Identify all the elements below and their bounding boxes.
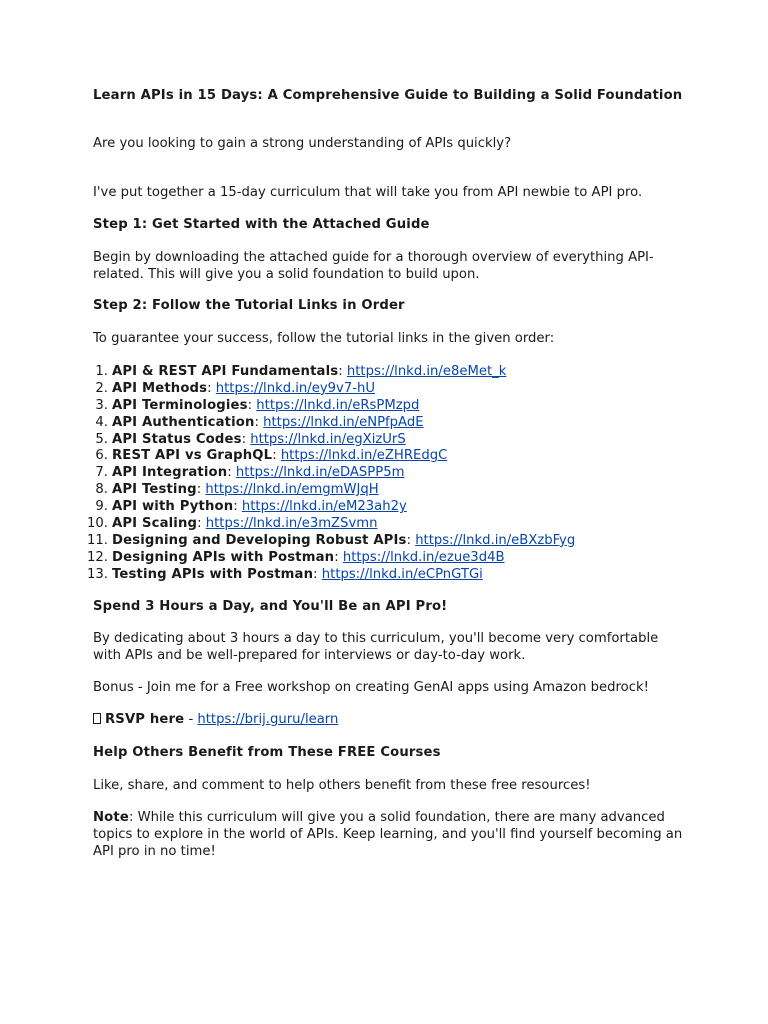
- tutorial-link-item: 1. API & REST API Fundamentals: https://lnkd.in/e8eMet_k: [86, 363, 676, 380]
- tutorial-link[interactable]: https://lnkd.in/ey9v7-hU: [215, 380, 376, 396]
- tutorial-link[interactable]: https://lnkd.in/e8eMet_k: [346, 364, 507, 379]
- tutorial-link-item: 7. API Integration: https://lnkd.in/eDASPP5m: [86, 464, 676, 481]
- spend-heading: Spend 3 Hours a Day, and You'll Be an API Pro!: [93, 599, 448, 614]
- intro-question: Are you looking to gain a strong understanding of APIs quickly?: [93, 136, 512, 151]
- tutorial-link[interactable]: https://lnkd.in/eRsPMzpd: [256, 397, 420, 413]
- list-number: 10.: [87, 516, 108, 532]
- list-number: 13.: [87, 566, 108, 582]
- list-number: 1.: [95, 364, 108, 379]
- tutorial-link-list: [86, 363, 676, 583]
- tutorial-link[interactable]: https://lnkd.in/eNPfpAdE: [263, 414, 424, 430]
- intro-curriculum: I've put together a 15-day curriculum that will take you from API newbie to API pro.: [93, 185, 643, 200]
- note-body: : While this curriculum will give you a solid foundation, there are many advanced topics to explore in the world of APIs. Keep learning, and you'll find yourself becoming an API pro in no time!: [93, 810, 683, 859]
- tutorial-link-item: 9. API with Python: https://lnkd.in/eM23ah2y: [86, 498, 676, 515]
- tutorial-link[interactable]: https://lnkd.in/eM23ah2y: [241, 499, 407, 515]
- tutorial-link-item: 11. Designing and Developing Robust APIs: https://lnkd.in/eBXzbFyg: [87, 532, 576, 548]
- rsvp-line: [93, 711, 683, 728]
- list-number: 11.: [87, 532, 108, 548]
- help-heading: Help Others Benefit from These FREE Courses: [93, 745, 441, 760]
- step2-heading: Step 2: Follow the Tutorial Links in Order: [93, 298, 405, 313]
- tutorial-link-item: 5. API Status Codes: https://lnkd.in/egXizUrS: [86, 431, 676, 448]
- document-title: Learn APIs in 15 Days: A Comprehensive Guide to Building a Solid Foundation: [93, 88, 683, 103]
- tutorial-link-item: 8. API Testing: https://lnkd.in/emgmWJqH: [86, 481, 676, 498]
- tutorial-link[interactable]: https://lnkd.in/eDASPP5m: [235, 465, 405, 481]
- list-number: 4.: [95, 414, 108, 430]
- step1-body: Begin by downloading the attached guide for a thorough overview of everything API-related. This will give you a solid foundation to build upon.: [93, 250, 654, 282]
- tutorial-label: API Integration: [112, 465, 228, 481]
- tutorial-link[interactable]: https://lnkd.in/e3mZSvmn: [205, 516, 378, 532]
- spend-body: By dedicating about 3 hours a day to this curriculum, you'll become very comfortable with APIs and be well-prepared for interviews or day-to-day work.: [93, 631, 659, 663]
- tutorial-label: Testing APIs with Postman: [112, 566, 314, 582]
- help-body: Like, share, and comment to help others benefit from these free resources!: [93, 778, 591, 793]
- tutorial-link-item: 10. API Scaling: https://lnkd.in/e3mZSvmn: [87, 516, 378, 532]
- tutorial-link[interactable]: https://lnkd.in/eCPnGTGi: [321, 566, 483, 582]
- tutorial-link-item: 13. Testing APIs with Postman: https://lnkd.in/eCPnGTGi: [87, 566, 483, 582]
- tutorial-link-item: 2. API Methods: https://lnkd.in/ey9v7-hU: [86, 380, 676, 397]
- tutorial-link[interactable]: https://lnkd.in/eBXzbFyg: [415, 532, 576, 548]
- note-label: Note: [93, 810, 129, 825]
- tutorial-link-item: 3. API Terminologies: https://lnkd.in/eRsPMzpd: [86, 397, 676, 414]
- tutorial-label: API Scaling: [112, 516, 198, 532]
- tutorial-label: API Status Codes: [112, 431, 242, 447]
- bonus-text: Bonus - Join me for a Free workshop on creating GenAI apps using Amazon bedrock!: [93, 680, 649, 695]
- list-number: 8.: [95, 482, 108, 498]
- tutorial-label: API Methods: [112, 380, 208, 396]
- tutorial-link-item: 4. API Authentication: https://lnkd.in/eNPfpAdE: [86, 414, 676, 431]
- tutorial-link[interactable]: https://lnkd.in/ezue3d4B: [342, 549, 505, 565]
- list-number: 2.: [95, 380, 108, 396]
- step2-body: To guarantee your success, follow the tutorial links in the given order:: [93, 331, 555, 346]
- list-number: 12.: [87, 549, 108, 565]
- step1-heading: Step 1: Get Started with the Attached Guide: [93, 217, 430, 232]
- list-number: 9.: [95, 499, 108, 515]
- tutorial-label: API Terminologies: [112, 397, 248, 413]
- tutorial-label: API & REST API Fundamentals: [112, 364, 339, 379]
- tutorial-label: Designing APIs with Postman: [112, 549, 335, 565]
- rsvp-separator: -: [184, 712, 198, 727]
- tutorial-label: REST API vs GraphQL: [112, 448, 273, 464]
- pointer-icon: [93, 713, 101, 724]
- rsvp-link[interactable]: https://brij.guru/learn: [197, 712, 339, 727]
- rsvp-label: RSVP here: [105, 712, 185, 727]
- tutorial-link-item: 6. REST API vs GraphQL: https://lnkd.in/eZHREdgC: [86, 447, 676, 464]
- tutorial-label: API with Python: [112, 499, 234, 515]
- tutorial-link-item: 12. Designing APIs with Postman: https://lnkd.in/ezue3d4B: [87, 549, 505, 565]
- tutorial-label: API Authentication: [112, 414, 255, 430]
- list-number: 7.: [95, 465, 108, 481]
- list-number: 3.: [95, 397, 108, 413]
- tutorial-label: API Testing: [112, 482, 197, 498]
- tutorial-link[interactable]: https://lnkd.in/emgmWJqH: [205, 482, 379, 498]
- tutorial-link[interactable]: https://lnkd.in/egXizUrS: [250, 431, 406, 447]
- note-paragraph: [93, 809, 683, 860]
- list-number: 6.: [95, 448, 108, 464]
- tutorial-label: Designing and Developing Robust APIs: [112, 532, 407, 548]
- list-number: 5.: [95, 431, 108, 447]
- tutorial-link[interactable]: https://lnkd.in/eZHREdgC: [280, 448, 448, 464]
